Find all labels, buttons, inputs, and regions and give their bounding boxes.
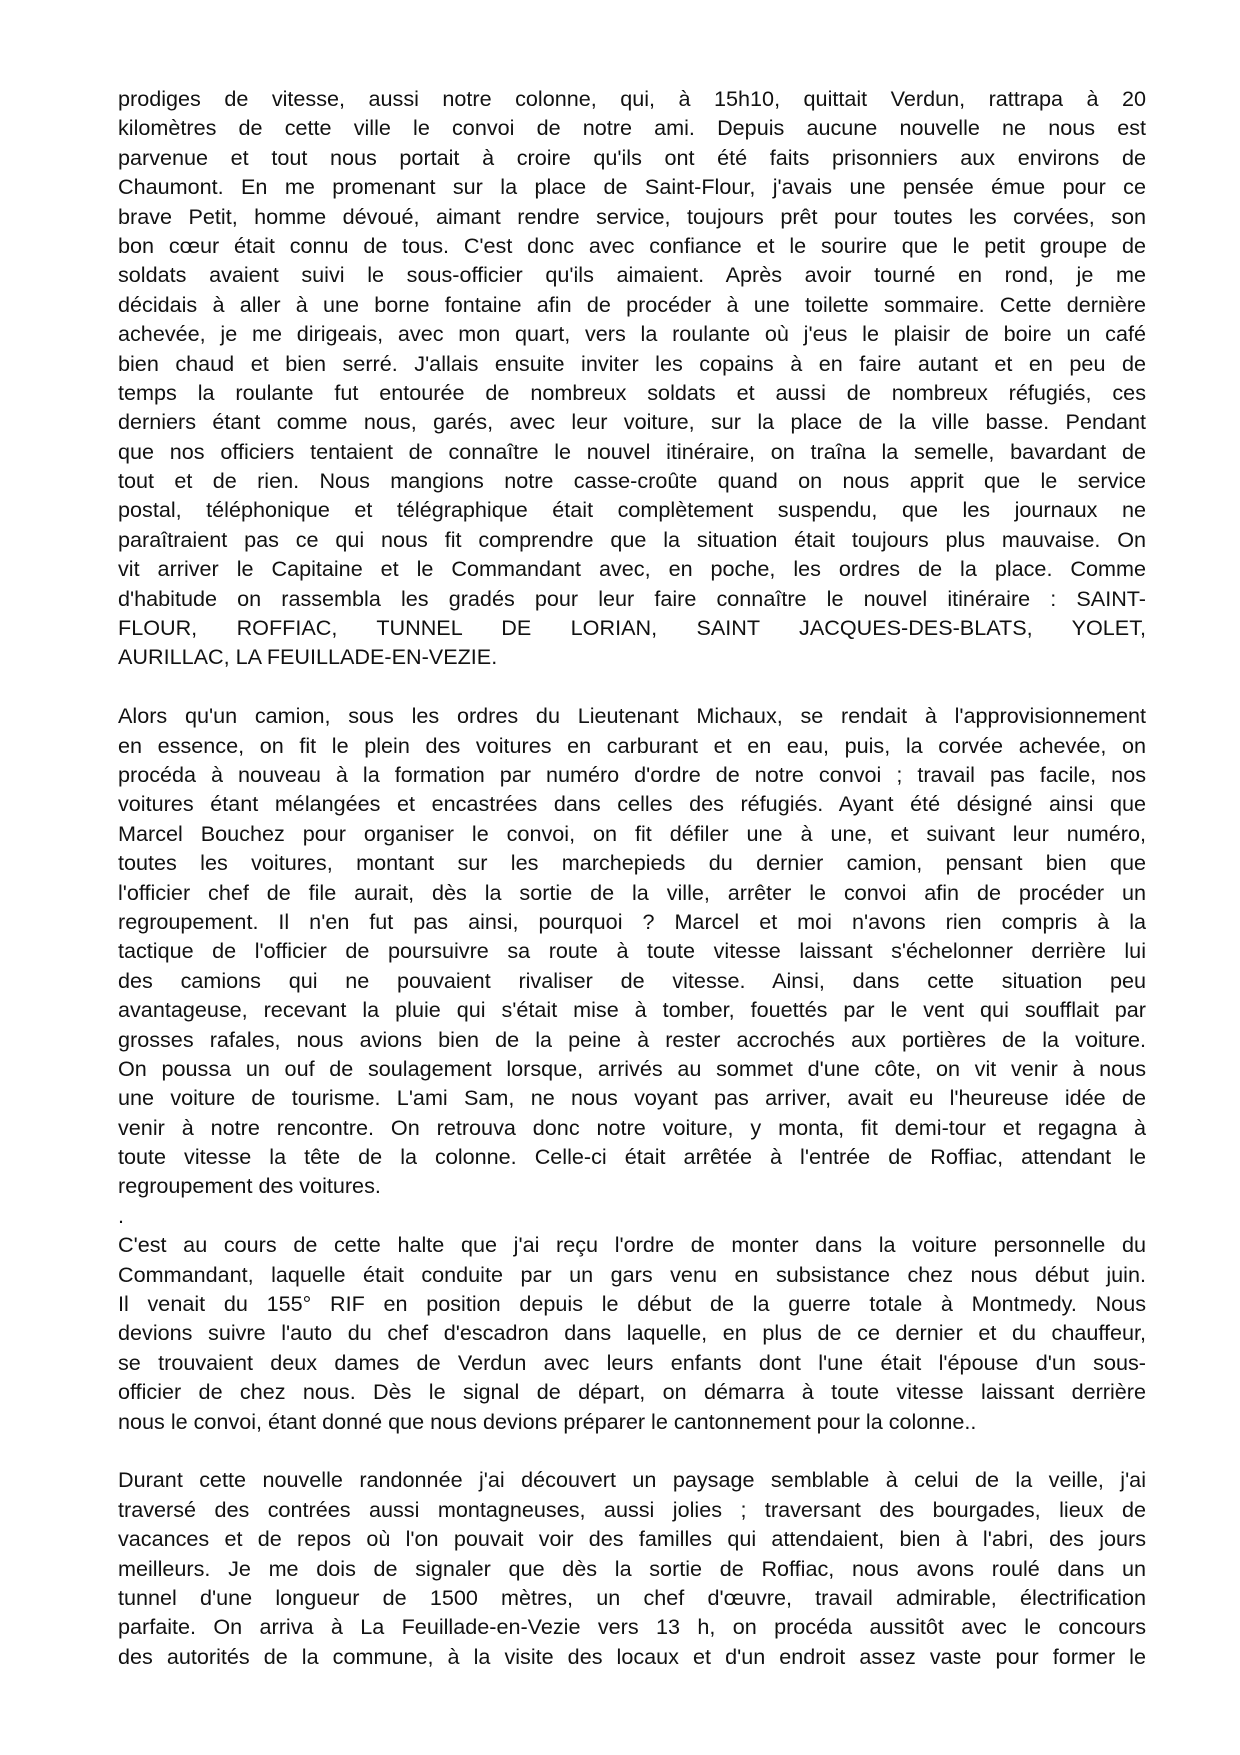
text-line: FLOUR, ROFFIAC, TUNNEL DE LORIAN, SAINT JACQUES-DES-BLATS, YOLET,: [118, 615, 1146, 641]
text-line: bon cœur était connu de tous. C'est donc avec confiance et le sourire que le petit groupe de: [118, 232, 1146, 258]
text-line: parvenue et tout nous portait à croire qu'ils ont été faits prisonniers aux environs de: [118, 144, 1146, 170]
text-line: tactique de l'officier de poursuivre sa route à toute vitesse laissant s'échelonner derrière lui: [118, 938, 1146, 964]
text-line: Commandant, laquelle était conduite par un gars venu en subsistance chez nous début juin.: [118, 1261, 1146, 1287]
text-line: achevée, je me dirigeais, avec mon quart, vers la roulante où j'eus le plaisir de boire un café: [118, 321, 1146, 347]
text-line: paraîtraient pas ce qui nous fit comprendre que la situation était toujours plus mauvaise. On: [118, 526, 1146, 552]
text-line: temps la roulante fut entourée de nombreux soldats et aussi de nombreux réfugiés, ces: [118, 379, 1146, 405]
text-line: Marcel Bouchez pour organiser le convoi, on fit défiler une à une, et suivant leur numéro,: [118, 820, 1146, 846]
text-line: bien chaud et bien serré. J'allais ensuite inviter les copains à en faire autant et en peu de: [118, 350, 1146, 376]
text-line: brave Petit, homme dévoué, aimant rendre service, toujours prêt pour toutes les corvées, son: [118, 203, 1146, 229]
text-line: tout et de rien. Nous mangions notre casse-croûte quand on nous apprit que le service: [118, 468, 1146, 494]
paragraph-1: [118, 84, 1146, 672]
text-line: On poussa un ouf de soulagement lorsque, arrivés au sommet d'une côte, on vit venir à nous: [118, 1055, 1146, 1081]
text-line: kilomètres de cette ville le convoi de notre ami. Depuis aucune nouvelle ne nous est: [118, 115, 1146, 141]
text-line: vacances et de repos où l'on pouvait voir des familles qui attendaient, bien à l'abri, des jours: [118, 1526, 1146, 1552]
text-line: Chaumont. En me promenant sur la place de Saint-Flour, j'avais une pensée émue pour ce: [118, 174, 1146, 200]
text-line: des autorités de la commune, à la visite des locaux et d'un endroit assez vaste pour former le: [118, 1643, 1146, 1669]
text-line: venir à notre rencontre. On retrouva donc notre voiture, y monta, fit demi-tour et regagna à: [118, 1114, 1146, 1140]
text-line: Il venait du 155° RIF en position depuis le début de la guerre totale à Montmedy. Nous: [118, 1291, 1146, 1317]
text-line: prodiges de vitesse, aussi notre colonne, qui, à 15h10, quittait Verdun, rattrapa à 20: [118, 86, 1146, 111]
text-line: nous le convoi, étant donné que nous devions préparer le cantonnement pour la colonne..: [118, 1408, 977, 1434]
text-line: regroupement. Il n'en fut pas ainsi, pourquoi ? Marcel et moi n'avons rien compris à la: [118, 908, 1146, 934]
text-line: postal, téléphonique et télégraphique était complètement suspendu, que les journaux ne: [118, 497, 1146, 523]
paragraph-4: [118, 1465, 1146, 1671]
text-line: meilleurs. Je me dois de signaler que dès la sortie de Roffiac, nous avons roulé dans un: [118, 1555, 1146, 1581]
text-line: en essence, on fit le plein des voitures en carburant et en eau, puis, la corvée achevée, on: [118, 732, 1146, 758]
document-page: [118, 84, 1146, 1671]
text-line: derniers étant comme nous, garés, avec leur voiture, sur la place de la ville basse. Pendant: [118, 409, 1146, 435]
text-line: l'officier chef de file aurait, dès la sortie de la ville, arrêter le convoi afin de procéder un: [118, 879, 1146, 905]
text-line: que nos officiers tentaient de connaître le nouvel itinéraire, on traîna la semelle, bavardant de: [118, 438, 1146, 464]
paragraph-gap: [118, 1436, 1146, 1465]
text-line: AURILLAC, LA FEUILLADE-EN-VEZIE.: [118, 644, 498, 670]
text-line: grosses rafales, nous avions bien de la peine à rester accrochés aux portières de la voiture.: [118, 1026, 1146, 1052]
text-line: voitures étant mélangées et encastrées dans celles des réfugiés. Ayant été désigné ainsi que: [118, 791, 1146, 817]
text-line: C'est au cours de cette halte que j'ai reçu l'ordre de monter dans la voiture personnelle du: [118, 1232, 1146, 1258]
text-line: vit arriver le Capitaine et le Commandant avec, en poche, les ordres de la place. Comme: [118, 556, 1146, 582]
text-line: soldats avaient suivi le sous-officier qu'ils aimaient. Après avoir tourné en rond, je me: [118, 262, 1146, 288]
text-line: tunnel d'une longueur de 1500 mètres, un chef d'œuvre, travail admirable, électrification: [118, 1584, 1146, 1610]
text-line: d'habitude on rassembla les gradés pour leur faire connaître le nouvel itinéraire : SAINT-: [118, 585, 1146, 611]
text-line: avantageuse, recevant la pluie qui s'était mise à tomber, fouettés par le vent qui soufflait par: [118, 997, 1146, 1023]
text-line: .: [118, 1202, 124, 1228]
paragraph-2: [118, 701, 1146, 1230]
text-line: Durant cette nouvelle randonnée j'ai découvert un paysage semblable à celui de la veille, j'ai: [118, 1467, 1146, 1493]
text-line: des camions qui ne pouvaient rivaliser de vitesse. Ainsi, dans cette situation peu: [118, 967, 1146, 993]
text-line: une voiture de tourisme. L'ami Sam, ne nous voyant pas arriver, avait eu l'heureuse idée de: [118, 1085, 1146, 1111]
text-line: toute vitesse la tête de la colonne. Celle-ci était arrêtée à l'entrée de Roffiac, attendant le: [118, 1144, 1146, 1170]
text-line: se trouvaient deux dames de Verdun avec leurs enfants dont l'une était l'épouse d'un sous-: [118, 1349, 1146, 1375]
text-line: officier de chez nous. Dès le signal de départ, on démarra à toute vitesse laissant derrière: [118, 1379, 1146, 1405]
text-line: décidais à aller à une borne fontaine afin de procéder à une toilette sommaire. Cette dernière: [118, 291, 1146, 317]
text-line: parfaite. On arriva à La Feuillade-en-Vezie vers 13 h, on procéda aussitôt avec le concours: [118, 1614, 1146, 1640]
text-line: regroupement des voitures.: [118, 1173, 381, 1199]
paragraph-gap: [118, 672, 1146, 701]
paragraph-3: [118, 1230, 1146, 1436]
text-line: devions suivre l'auto du chef d'escadron dans laquelle, en plus de ce dernier et du chauffeur,: [118, 1320, 1146, 1346]
text-line: procéda à nouveau à la formation par numéro d'ordre de notre convoi ; travail pas facile, nos: [118, 761, 1146, 787]
text-line: toutes les voitures, montant sur les marchepieds du dernier camion, pensant bien que: [118, 850, 1146, 876]
text-line: traversé des contrées aussi montagneuses, aussi jolies ; traversant des bourgades, lieux de: [118, 1496, 1146, 1522]
text-line: Alors qu'un camion, sous les ordres du Lieutenant Michaux, se rendait à l'approvisionnement: [118, 703, 1146, 729]
